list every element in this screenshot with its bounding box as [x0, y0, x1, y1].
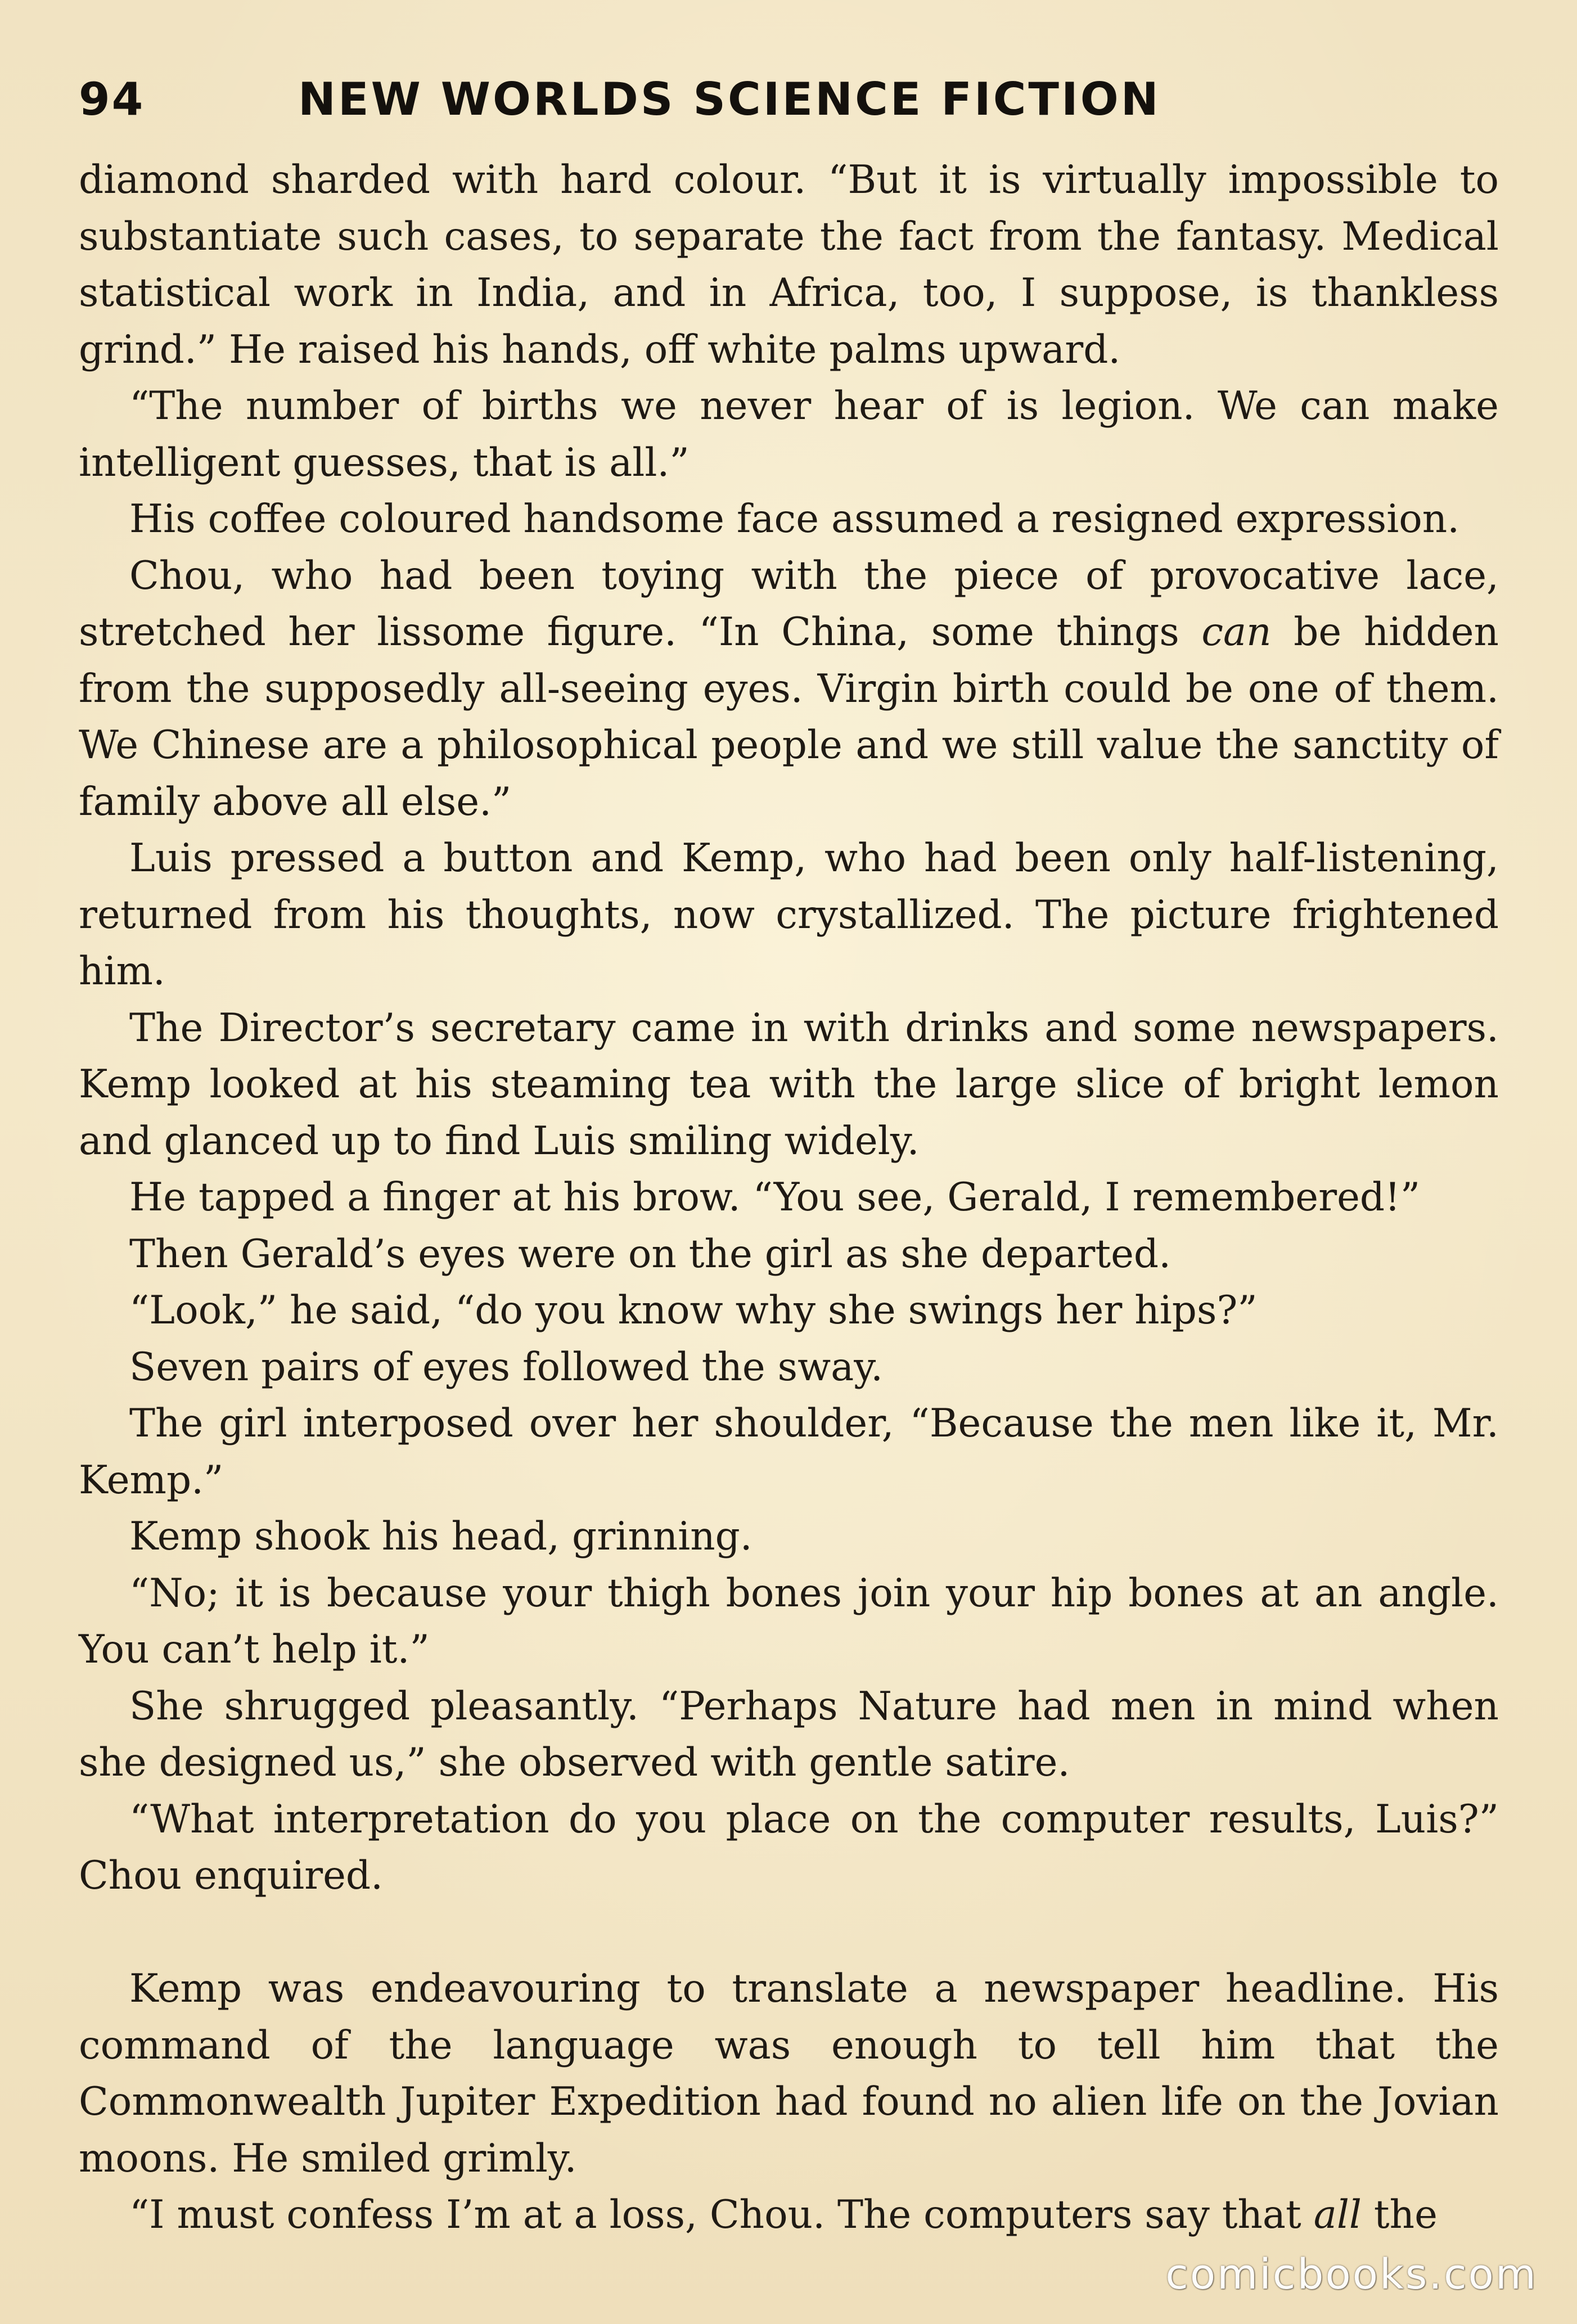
text-run: He tapped a finger at his brow. “You see, Gerald, I remembered!”	[129, 1175, 1421, 1220]
text-run: “What interpretation do you place on the computer results, Luis?” Chou enquired.	[79, 1796, 1499, 1898]
text-run: Seven pairs of eyes followed the sway.	[129, 1344, 884, 1390]
italic-emphasis: can	[1201, 610, 1272, 655]
text-run: the	[1362, 2192, 1438, 2237]
text-run: Then Gerald’s eyes were on the girl as she departed.	[129, 1231, 1172, 1277]
paragraph	[79, 548, 1499, 831]
text-run: “The number of births we never hear of is legion. We can make intelligent guesses, that is all.”	[79, 384, 1499, 485]
watermark: comicbooks.com	[1165, 2250, 1538, 2299]
text-run: His coffee coloured handsome face assumed a resigned expression.	[129, 497, 1460, 542]
paragraph	[79, 1961, 1499, 2187]
paragraph	[79, 1226, 1499, 1283]
text-run: Kemp shook his head, grinning.	[129, 1514, 753, 1559]
text-run: She shrugged pleasantly. “Perhaps Nature had men in mind when she designed us,” she observed with gentle satire.	[79, 1683, 1499, 1785]
text-run: “I must confess I’m at a loss, Chou. The computers say that	[129, 2192, 1314, 2237]
paragraph	[79, 1565, 1499, 1678]
paragraph	[79, 1282, 1499, 1339]
book-page	[79, 73, 1499, 2284]
text-run: The girl interposed over her shoulder, “Because the men like it, Mr. Kemp.”	[79, 1401, 1499, 1503]
paragraph	[79, 491, 1499, 548]
paragraph	[79, 1678, 1499, 1791]
page-number: 94	[79, 73, 145, 125]
paragraph	[79, 2187, 1499, 2244]
running-head	[79, 73, 1499, 135]
text-run: “No; it is because your thigh bones join your hip bones at an angle. You can’t help it.”	[79, 1570, 1499, 1672]
paragraph	[79, 1000, 1499, 1170]
text-run: be hidden from the supposedly all-seeing eyes. Virgin birth could be one of them. We Chinese are a philosophical people and we still value the sanctity of family above all else.”	[79, 610, 1499, 825]
text-run: The Director’s secretary came in with drinks and some newspapers. Kemp looked at his steaming tea with the large slice of bright lemon and glanced up to find Luis smiling widely.	[79, 1005, 1499, 1164]
text-run: “Look,” he said, “do you know why she swings her hips?”	[129, 1288, 1258, 1333]
paragraph	[79, 830, 1499, 1000]
text-run: Kemp was endeavouring to translate a newspaper headline. His command of the language was enough to tell him that the Commonwealth Jupiter Expedition had found no alien life on the Jovian moons. He smiled grimly.	[79, 1966, 1499, 2181]
paragraph	[79, 378, 1499, 491]
paragraph	[79, 1395, 1499, 1508]
paragraph	[79, 1339, 1499, 1396]
paragraph	[79, 1169, 1499, 1226]
text-run: Luis pressed a button and Kemp, who had been only half-listening, returned from his thoughts, now crystallized. The picture frightened him.	[79, 836, 1499, 994]
paragraph	[79, 152, 1499, 378]
body-text	[79, 152, 1499, 2244]
italic-emphasis: all	[1313, 2192, 1362, 2237]
magazine-title: NEW WORLDS SCIENCE FICTION	[298, 73, 1161, 125]
text-run: diamond sharded with hard colour. “But it is virtually impossible to substantiate such cases, to separate the fact from the fantasy. Medical statistical work in India, and in Africa, too, I suppose, is thankless grind.” He raised his hands, off white palms upward.	[79, 157, 1499, 372]
paragraph	[79, 1508, 1499, 1565]
text-run: Chou, who had been toying with the piece of provocative lace, stretched her lissome figure. “In China, some things	[79, 553, 1499, 655]
paragraph	[79, 1791, 1499, 1904]
